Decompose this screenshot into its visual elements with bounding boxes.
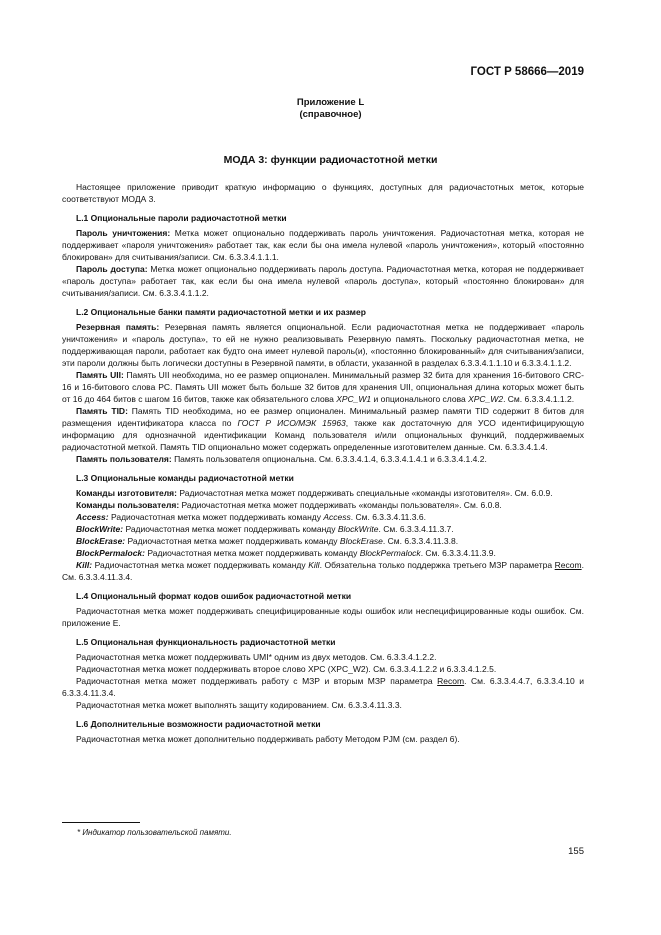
section-heading-l3: L.3 Опциональные команды радиочастотной метки	[76, 473, 294, 483]
paragraph: Радиочастотная метка может поддерживать UMI* одним из двух методов. См. 6.3.3.4.1.2.2.	[76, 652, 437, 662]
section-heading-l6: L.6 Дополнительные возможности радиочастотной метки	[76, 719, 321, 729]
annex-name: Приложение L	[296, 97, 365, 108]
paragraph: Пароль доступа: Метка может опционально поддерживать пароль доступа. Радиочастотная метка, которая не поддерживает «пароль доступа» работает так, как если бы она имела нулевой «пароль доступа», который «постоянно блокирован» для считывания/записи. См. 6.3.3.4.1.1.2.	[62, 264, 584, 298]
intro-paragraph: Настоящее приложение приводит краткую информацию о функциях, доступных для радиочастотных меток, которые соответствуют МОДА 3.	[62, 182, 584, 204]
annex-title: МОДА 3: функции радиочастотной метки	[223, 154, 438, 166]
section-heading-l4: L.4 Опциональный формат кодов ошибок радиочастотной метки	[76, 591, 352, 601]
paragraph: Память UII: Память UII необходима, но ее размер опционален. Минимальный размер 32 бита для хранения 16-битового CRC-16 и 16-битового слова PC. Память UII может быть больше 32 битов для хранения UII, опциональная длина которых может быть от 16 до 464 битов с шагом 16 битов, также как обязательного слова XPC_W1 и опционального слова XPC_W2. См. 6.3.3.4.1.1.2.	[62, 370, 584, 404]
paragraph: Память TID: Память TID необходима, но ее размер опционален. Минимальный размер памяти TID содержит 8 битов для размещения идентификатора класса по ГОСТ Р ИСО/МЭК 15963, также как достаточную для УСО идентифицирующую информацию для однозначной идентификации Команд пользователя и/или опциональных функций, поддерживаемых радиочастотной меткой. Память TID опционально может содержать определенные изготовителем данные. См. 6.3.3.4.1.4.	[62, 406, 585, 452]
section-heading-l5: L.5 Опциональная функциональность радиочастотной метки	[76, 637, 336, 647]
paragraph: Радиочастотная метка может дополнительно поддерживать работу Методом PJM (см. раздел 6).	[76, 734, 460, 744]
paragraph: Радиочастотная метка может поддерживать второе слово XPC (XPC_W2). См. 6.3.3.4.1.2.2 и 6.3.3.4.1.2.5.	[76, 664, 497, 674]
section-heading-l2: L.2 Опциональные банки памяти радиочастотной метки и их размер	[76, 307, 366, 317]
annex-type: (справочное)	[299, 109, 362, 120]
paragraph: Радиочастотная метка может поддерживать специфицированные коды ошибок или неспецифицированные коды ошибок. См. приложение Е.	[62, 606, 584, 628]
paragraph: Kill: Радиочастотная метка может поддерживать команду Kill. Обязательна только поддержка третьего МЗР параметра Recom. См. 6.3.3.4.11.3.4.	[62, 560, 584, 582]
document-code: ГОСТ Р 58666—2019	[470, 66, 584, 78]
page-number: 155	[568, 846, 584, 857]
paragraph: BlockWrite: Радиочастотная метка может поддерживать команду BlockWrite. См. 6.3.3.4.11.3.7.	[76, 524, 454, 534]
paragraph: Команды пользователя: Радиочастотная метка может поддерживать «команды пользователя». См. 6.0.8.	[76, 500, 502, 510]
footnote-separator	[62, 822, 140, 823]
section-heading-l1: L.1 Опциональные пароли радиочастотной метки	[76, 213, 287, 223]
annex-body	[62, 181, 584, 745]
annex-heading	[0, 97, 661, 121]
paragraph: Радиочастотная метка может выполнять защиту кодированием. См. 6.3.3.4.11.3.3.	[76, 700, 402, 710]
paragraph: Access: Радиочастотная метка может поддерживать команду Access. См. 6.3.3.4.11.3.6.	[76, 512, 426, 522]
paragraph: Команды изготовителя: Радиочастотная метка может поддерживать специальные «команды изготовителя». См. 6.0.9.	[76, 488, 553, 498]
paragraph: BlockErase: Радиочастотная метка может поддерживать команду BlockErase. См. 6.3.3.4.11.3.8.	[76, 536, 459, 546]
footnote: * Индикатор пользовательской памяти.	[77, 828, 232, 837]
paragraph: BlockPermalock: Радиочастотная метка может поддерживать команду BlockPermalock. См. 6.3.3.4.11.3.9.	[76, 548, 496, 558]
paragraph: Радиочастотная метка может поддерживать работу с МЗР и вторым МЗР параметра Recom. См. 6.3.3.4.4.7, 6.3.3.4.10 и 6.3.3.4.11.3.4.	[62, 676, 585, 698]
paragraph: Пароль уничтожения: Метка может опционально поддерживать пароль уничтожения. Радиочастотная метка, которая не поддерживает «пароля уничтожения» работает так, как если бы она имела нулевой «пароль уничтожения», который «постоянно блокирован» для считывания/записи. См. 6.3.3.4.1.1.1.	[62, 228, 584, 262]
paragraph: Резервная память: Резервная память является опциональной. Если радиочастотная метка не поддерживает «пароль уничтожения» и «пароль доступа», то ей не нужно реализовывать Резервную память. Поскольку радиочастотная метка, не поддерживающая пароли, работает как будто она имеет нулевой пароль(и), «постоянно блокированный» для считывания/записи, эти пароли должны быть логически доступны в Резервной памяти, в области, указанной в разделах 6.3.3.4.1.1.10 и 6.3.3.4.1.1.2.	[62, 322, 584, 368]
paragraph: Память пользователя: Память пользователя опциональна. См. 6.3.3.4.1.4, 6.3.3.4.1.4.1 и 6.3.3.4.1.4.2.	[76, 454, 487, 464]
